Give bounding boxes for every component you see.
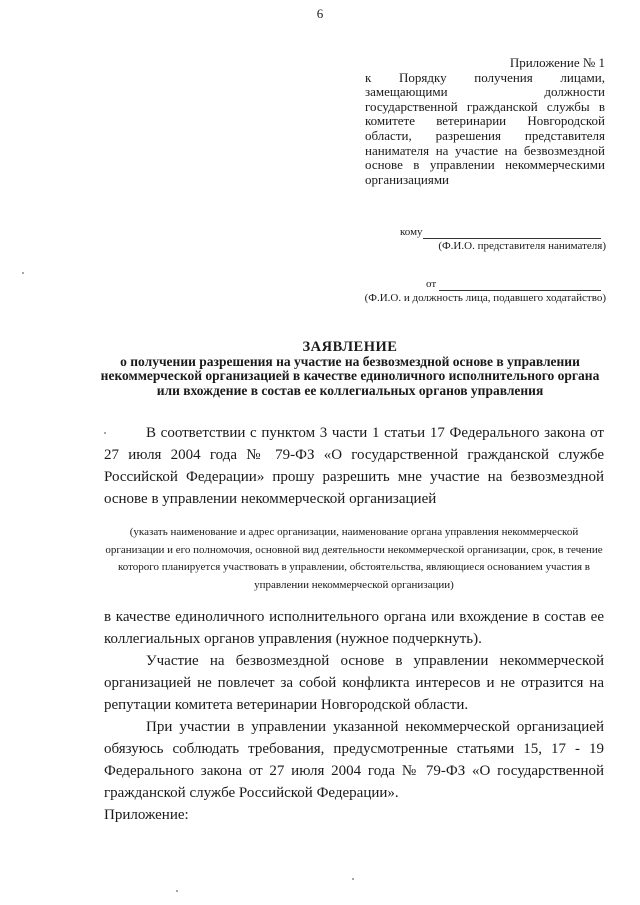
document-heading <box>100 340 600 398</box>
paragraph-no-conflict: Участие на безвозмездной основе в управлении некоммерческой организацией не повлечет за собой конфликта интересов и не отразится на репутации комитета ветеринарии Новгородской области. <box>104 653 604 713</box>
scan-speck <box>22 272 24 274</box>
to-field-hint: (Ф.И.О. представителя нанимателя) <box>438 240 606 252</box>
appendix-block <box>365 56 605 187</box>
document-subtitle: о получении разрешения на участие на безвозмездной основе в управлении некоммерческой организацией в качестве единоличного исполнительного органа или вхождение в состав ее коллегиальных органов управления <box>100 353 600 398</box>
page-number: 6 <box>316 6 324 21</box>
document-title: ЗАЯВЛЕНИЕ <box>302 339 398 355</box>
attachment-label: Приложение: <box>104 807 189 823</box>
to-field-label: кому <box>400 226 423 238</box>
scan-speck <box>352 878 354 880</box>
organization-note: (указать наименование и адрес организации, наименование органа управления некоммерческой организации и его полномочия, основной вид деятельности некоммерческой организации, срок, в течение которого планируется участвовать в управлении, обстоятельства, являющиеся основанием участия в управлении некоммерческой организации) <box>105 526 603 591</box>
scan-speck <box>176 890 178 892</box>
from-field-line[interactable] <box>439 278 601 291</box>
paragraph-role: в качестве единоличного исполнительного органа или вхождение в состав ее коллегиальных органов управления (нужное подчеркнуть). <box>104 609 604 647</box>
paragraph-obligation: При участии в управлении указанной некоммерческой организацией обязуюсь соблюдать требования, предусмотренные статьями 15, 17 - 19 Федерального закона от 27 июля 2004 года № 79-ФЗ «О государственной гражданской службе Российской Федерации». <box>104 719 604 801</box>
to-field-line[interactable] <box>423 226 601 239</box>
scan-speck <box>104 432 106 434</box>
appendix-title: Приложение № 1 <box>509 55 605 70</box>
appendix-body: к Порядку получения лицами, замещающими должности государственной гражданской службы в комитете ветеринарии Новгородской области, разрешения представителя нанимателя на участие на безвозмездной основе в управлении некоммерческими организациями <box>365 69 605 187</box>
paragraph-request: В соответствии с пунктом 3 части 1 статьи 17 Федерального закона от 27 июля 2004 года № 79-ФЗ «О государственной гражданской службе Российской Федерации» прошу разрешить мне участие на безвозмездной основе в управлении некоммерческой организацией <box>104 425 604 507</box>
from-field-hint: (Ф.И.О. и должность лица, подавшего ходатайство) <box>364 292 606 304</box>
from-field-label: от <box>426 278 437 290</box>
to-field[interactable] <box>400 226 601 239</box>
from-field[interactable] <box>426 278 601 291</box>
